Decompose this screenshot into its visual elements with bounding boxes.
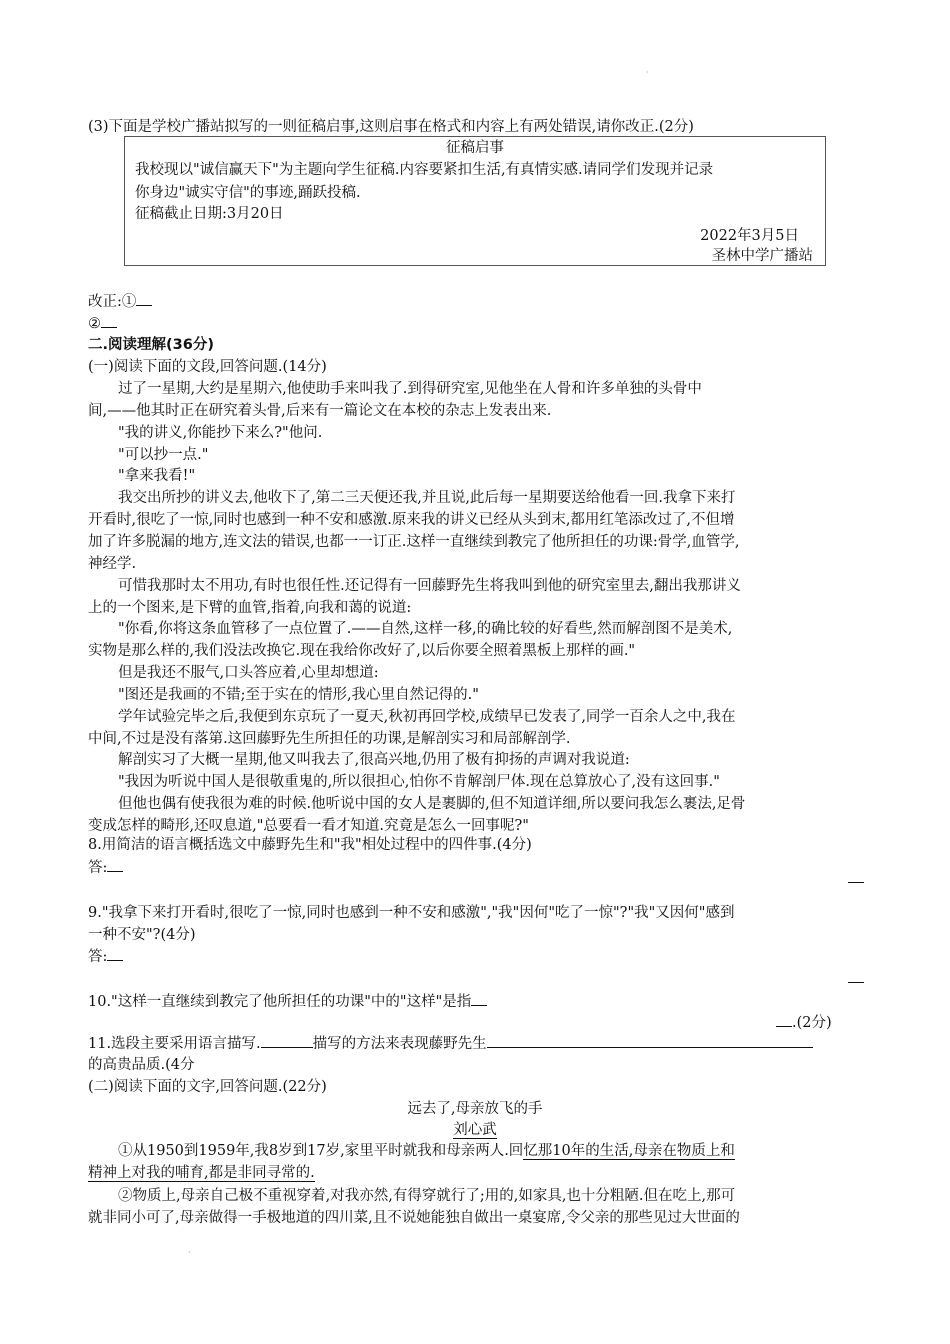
passage-line: "图还是我画的不错;至于实在的情形,我心里自然记得的." [118,687,479,703]
notice-deadline: 征稿截止日期:3月20日 [135,206,284,222]
fix-1-blank[interactable] [136,291,152,306]
passage-line: 开看时,很吃了一惊,同时也感到一种不安和感激.原来我的讲义已经从头到末,都用红笔添改过了,不但增 [88,512,735,528]
answer-9-blank[interactable] [107,946,123,961]
part-1-intro: (一)阅读下面的文段,回答问题.(14分) [88,359,327,375]
question-11-part-c: 的高贵品质.(4分 [88,1057,195,1073]
passage-line: "我的讲义,你能抄下来么?"他问. [118,425,323,441]
question-11-blank-1[interactable] [261,1033,313,1048]
answer-9 [88,946,123,967]
notice-box [124,136,826,266]
p1-part-b: 忆那10年的生活,母亲在物质上和 [523,1143,735,1159]
article-paragraph-2-line-2: 就非同小可了,母亲做得一手极地道的四川菜,且不说她能独自做出一桌宴席,令父亲的那些见过大世面的 [88,1210,740,1226]
passage-line: 但他也偶有使我很为难的时候.他听说中国的女人是裹脚的,但不知道详细,所以要问我怎么裹法,足骨 [118,796,746,812]
notice-body-line-2: 你身边"诚实守信"的事迹,踊跃投稿. [135,185,361,201]
passage-line: "拿来我看!" [118,468,196,484]
answer-8-rule[interactable] [848,882,864,883]
fix-2-label: ② [88,316,101,332]
passage-line: "我因为听说中国人是很敬重鬼的,所以很担心,怕你不肯解剖尸体.现在总算放心了,没有这回事." [118,774,720,790]
question-10-blank[interactable] [471,991,487,1006]
answer-8 [88,857,123,878]
passage-line: 学年试验完毕之后,我便到东京玩了一夏天,秋初再回学校,成绩早已发表了,同学一百余人之中,我在 [118,709,736,725]
section-2-heading: 二.阅读理解(36分) [88,337,214,353]
page-dot-bottom: · [188,1248,191,1257]
passage-line: "可以抄一点." [118,447,209,463]
article-title: 远去了,母亲放飞的手 [407,1101,543,1117]
question-10-text: 10."这样一直继续到教完了他所担任的功课"中的"这样"是指 [88,994,472,1010]
passage-line: 间,——他其时正在研究着头骨,后来有一篇论文在本校的杂志上发表出来. [88,403,552,419]
part-2-intro: (二)阅读下面的文字,回答问题.(22分) [88,1079,327,1095]
question-11 [88,1033,813,1054]
question-9-line-1: 9."我拿下来打开看时,很吃了一惊,同时也感到一种不安和感激","我"因何"吃了一惊"?"我"又因何"感到 [88,905,735,921]
p1-part-a: ①从1950到1959年,我8岁到17岁,家里平时就我和母亲两人.回 [118,1143,524,1159]
passage-line: 但是我还不服气,口头答应着,心里却想道: [118,665,379,681]
answer-9-label: 答: [88,949,108,965]
question-10-end [776,1012,832,1033]
answer-9-rule[interactable] [848,982,864,983]
passage-line: 解剖实习了大概一星期,他又叫我去了,很高兴地,仍用了极有抑扬的声调对我说道: [118,752,630,768]
passage-line: 上的一个图来,是下臂的血管,指着,向我和蔼的说道: [88,600,412,616]
article-paragraph-1-line-2 [88,1163,315,1183]
answer-8-blank[interactable] [107,857,123,872]
p1-part-c: 精神上对我的哺育,都是非同寻常的. [88,1165,315,1181]
question-11-blank-2[interactable] [487,1033,813,1048]
passage-line: 我交出所抄的讲义去,他收下了,第二三天便还我,并且说,此后每一星期要送给他看一回.我拿下来打 [118,490,736,506]
passage-line: 实物是那么样的,我们没法改换它.现在我给你改好了,以后你要全照着黑板上那样的画." [88,643,636,659]
notice-date: 2022年3月5日 [700,228,799,244]
question-8: 8.用简洁的语言概括选文中藤野先生和"我"相处过程中的四件事.(4分) [88,837,532,853]
passage-line: 加了许多脱漏的地方,连文法的错误,也都一一订正.这样一直继续到教完了他所担任的功课:骨学,血管学, [88,534,740,550]
question-10 [88,991,487,1012]
passage-line: 可惜我那时太不用功,有时也很任性.还记得有一回藤野先生将我叫到他的研究室里去,翻出我那讲义 [118,578,741,594]
article-paragraph-1-line-1 [118,1141,735,1161]
question-9-line-2: 一种不安"?(4分) [88,927,196,943]
q3-prompt: (3)下面是学校广播站拟写的一则征稿启事,这则启事在格式和内容上有两处错误,请你改正.(2分) [88,119,694,135]
question-10-end-blank[interactable] [776,1012,792,1027]
article-author [0,1120,950,1140]
question-11-part-a: 11.选段主要采用语言描写. [88,1036,261,1052]
fix-2-blank[interactable] [101,313,117,328]
question-11-part-b: 描写的方法来表现藤野先生 [312,1036,487,1052]
notice-signer: 圣林中学广播站 [711,248,813,264]
answer-8-label: 答: [88,860,108,876]
passage-line: 神经学. [88,556,137,572]
passage-line: "你看,你将这条血管移了一点位置了.——自然,这样一移,的确比较的好看些,然而解剖图不是美术, [118,621,733,637]
page-dot-top: · [646,68,649,77]
notice-body-line-1: 我校现以"诚信赢天下"为主题向学生征稿.内容要紧扣生活,有真情实感.请同学们发现并记录 [135,162,714,178]
article-paragraph-2-line-1: ②物质上,母亲自己极不重视穿着,对我亦然,有得穿就行了;用的,如家具,也十分粗陋.但在吃上,那可 [118,1188,736,1204]
notice-title: 征稿启事 [446,140,504,156]
passage-line: 变成怎样的畸形,还叹息道,"总要看一看才知道.究竟是怎么一回事呢?" [88,818,529,834]
question-10-end-text: .(2分) [792,1015,832,1031]
passage-line: 中间,不过是没有落第.这回藤野先生所担任的功课,是解剖实习和局部解剖学. [88,731,571,747]
passage-line: 过了一星期,大约是星期六,他使助手来叫我了.到得研究室,见他坐在人骨和许多单独的头骨中 [118,381,702,397]
fix-1-label: 改正:① [88,294,137,310]
article-author-text: 刘心武 [453,1122,497,1138]
fix-1 [88,291,152,312]
fix-2 [88,313,117,334]
